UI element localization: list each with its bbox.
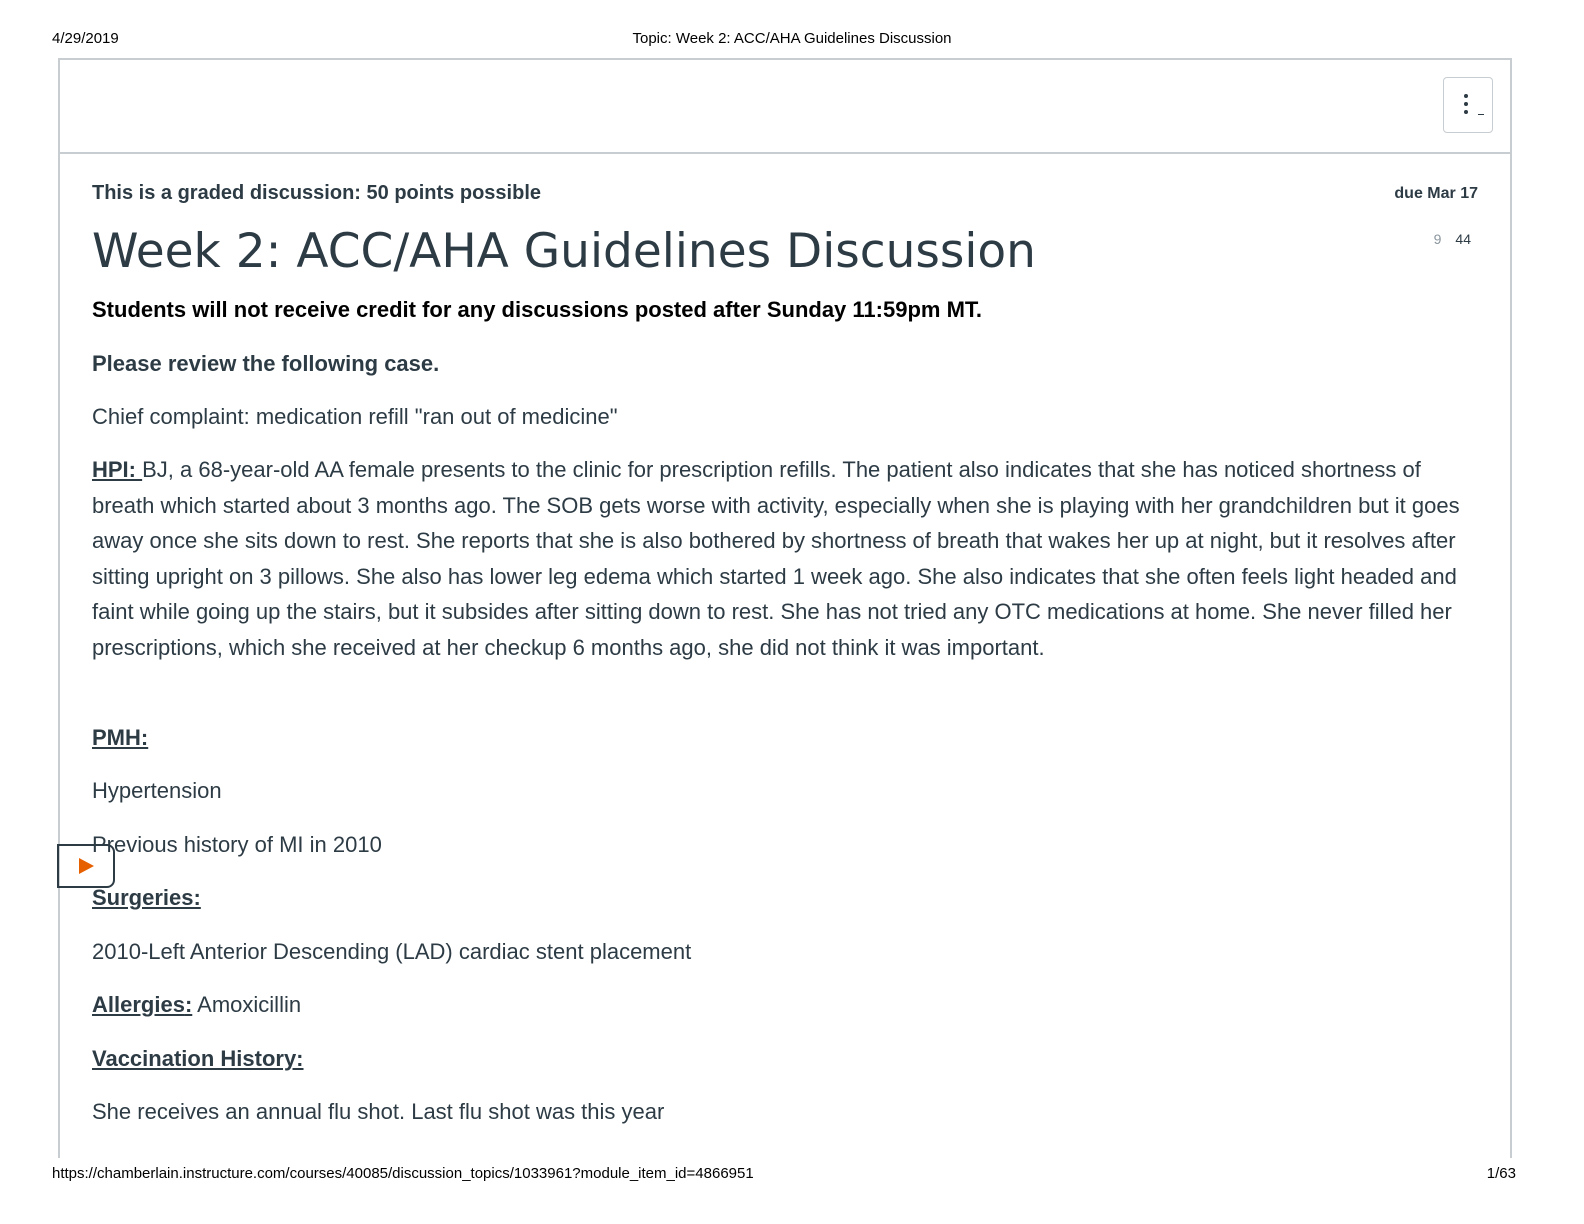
- options-menu-button[interactable]: [1443, 77, 1493, 133]
- print-footer: [52, 1165, 1532, 1185]
- print-header: [52, 30, 1532, 50]
- pmh-item: Hypertension: [92, 778, 222, 803]
- allergies-colon: :: [184, 992, 193, 1017]
- graded-discussion-note: This is a graded discussion: 50 points possible: [92, 182, 541, 204]
- unread-count: 9: [1433, 231, 1442, 247]
- hpi-paragraph: [92, 452, 1472, 665]
- surgeries-heading: Surgeries:: [92, 885, 201, 910]
- pmh-heading: PMH:: [92, 725, 149, 750]
- credit-notice: Students will not receive credit for any discussions posted after Sunday 11:59pm MT.: [92, 297, 983, 322]
- review-instruction: Please review the following case.: [92, 351, 440, 376]
- dropdown-caret-icon: [1478, 114, 1484, 115]
- reply-counts: [1434, 231, 1471, 247]
- discussion-toolbar: [60, 60, 1510, 154]
- allergies-label: Allergies: [92, 992, 185, 1017]
- media-play-button[interactable]: [57, 844, 115, 888]
- allergies-value: Amoxicillin: [192, 992, 302, 1017]
- play-icon: [79, 858, 94, 874]
- print-page-title: Topic: Week 2: ACC/AHA Guidelines Discussion: [632, 30, 952, 47]
- hpi-label: HPI:: [92, 457, 143, 482]
- chief-complaint: Chief complaint: medication refill "ran out of medicine": [92, 404, 618, 429]
- print-page-number: 1/63: [1486, 1165, 1516, 1182]
- kebab-icon: [1464, 94, 1470, 118]
- allergies-line: [92, 987, 1472, 1023]
- total-count: 44: [1455, 231, 1471, 247]
- vaccination-text: She receives an annual flu shot. Last flu shot was this year: [92, 1099, 665, 1124]
- due-date: due Mar 17: [1394, 185, 1478, 202]
- pmh-item: Previous history of MI in 2010: [92, 832, 382, 857]
- vaccination-heading: Vaccination History:: [92, 1046, 304, 1071]
- page-title: Week 2: ACC/AHA Guidelines Discussion: [92, 224, 1036, 279]
- surgery-item: 2010-Left Anterior Descending (LAD) cardiac stent placement: [92, 939, 692, 964]
- print-date: 4/29/2019: [52, 30, 119, 47]
- hpi-text: BJ, a 68-year-old AA female presents to the clinic for prescription refills. The patient also indicates that she has noticed shortness of breath which started about 3 months ago. The SOB gets worse with activity, especially when she is playing with her grandchildren but it goes away once she sits down to rest. She reports that she is also bothered by shortness of breath that wakes her up at night, but it resolves after sitting upright on 3 pillows. She also has lower leg edema which started 1 week ago. She also indicates that she often feels light headed and faint while going up the stairs, but it subsides after sitting down to rest. She has not tried any OTC medications at home. She never filled her prescriptions, which she received at her checkup 6 months ago, she did not think it was important.: [92, 457, 1460, 660]
- print-url: https://chamberlain.instructure.com/courses/40085/discussion_topics/1033961?module_item_id=4866951: [52, 1165, 754, 1182]
